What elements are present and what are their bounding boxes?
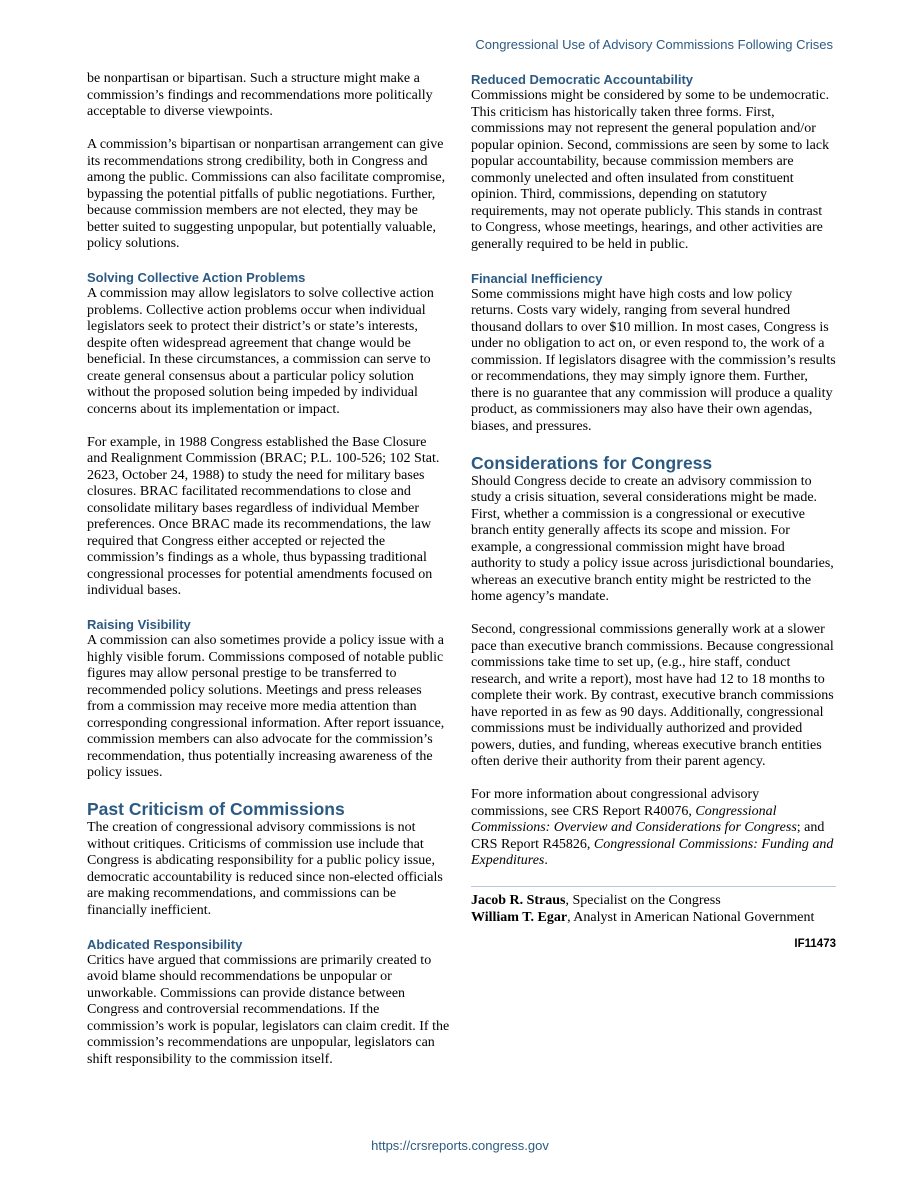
running-header: Congressional Use of Advisory Commissions Following Crises (475, 37, 833, 52)
paragraph-financial-inefficiency: Some commissions might have high costs and low policy returns. Costs vary widely, ranging from several hundred thousand dollars to over $10 million. In most cases, Congress is under no obligation to act on, or even respond to, the work of a commission. If legislators disagree with the commission’s results or recommendations, they may simply ignore them. Further, there is no guarantee that any commission will produce a quality product, as commissioners may also have their own agendas, biases, and pressures. (471, 286, 836, 434)
paragraph-bipartisan-credibility: A commission’s bipartisan or nonpartisan arrangement can give its recommendations strong credibility, both in Congress and among the public. Commissions can also facilitate compromise, bypassing the potential pitfalls of public negotiations. Further, because commission members are not elected, they may be better suited to suggesting unpopular, but potentially valuable, policy solutions. (87, 137, 446, 251)
more-info-text-a: For more information about congressional advisory commissions, see CRS Report R40076, (471, 787, 760, 819)
heading-considerations: Considerations for Congress (471, 452, 713, 473)
paragraph-raising-visibility: A commission can also sometimes provide a policy issue with a highly visible forum. Commissions composed of notable public figures may allow personal prestige to be transferred to recommended policy solutions. Meetings and press releases from a commission may receive more media attention than corresponding congressional information. After report issuance, commission members can also advocate for the commission’s recommendation, thus potentially increasing awareness of the policy issues. (87, 633, 445, 780)
more-info-text-c: ; and CRS Report R45826, (471, 820, 825, 852)
heading-financial-inefficiency: Financial Inefficiency (471, 270, 603, 286)
author-1-title: , Specialist on the Congress (565, 893, 721, 908)
heading-reduced-accountability: Reduced Democratic Accountability (471, 72, 694, 87)
heading-abdicated-responsibility: Abdicated Responsibility (87, 936, 243, 952)
author-divider (471, 886, 836, 887)
author-2-title: , Analyst in American National Government (567, 909, 815, 925)
paragraph-partisan-structure: be nonpartisan or bipartisan. Such a structure might make a commission’s findings and recommendations more politically acceptable to diverse viewpoints. (87, 71, 433, 119)
author-2-name: William T. Egar (471, 909, 568, 925)
report-title-r40076: Congressional Commissions: Overview and Considerations for Congress (471, 803, 797, 835)
paragraph-considerations-second: Second, congressional commissions generally work at a slower pace than executive branch commissions. Because congressional commissions take time to set up, (e.g., hire staff, conduct research, and write a report), most have had 12 to 18 months to complete their work. By contrast, executive branch commissions have reported in as few as 90 days. Additionally, congressional commissions must be individually authorized and provided powers, duties, and funding, whereas executive branch entities often derive their authority from their parent agency. (471, 622, 834, 769)
left-column (87, 71, 450, 1085)
author-2 (471, 910, 836, 927)
author-1-name: Jacob R. Straus (471, 893, 566, 908)
heading-past-criticism: Past Criticism of Commissions (87, 799, 345, 819)
heading-raising-visibility: Raising Visibility (87, 617, 191, 632)
paragraph-considerations-first: Should Congress decide to create an advisory commission to study a crisis situation, several considerations might be made. First, whether a commission is a congressional or executive branch entity generally affects its scope and mission. For example, a congressional commission might have broad authority to study a policy issue across jurisdictional boundaries, whereas an executive branch entity might be restricted to the home agency’s mandate. (471, 473, 834, 604)
paragraph-more-information (471, 787, 836, 870)
author-block (471, 893, 836, 926)
right-column (471, 71, 836, 953)
paragraph-past-criticism: The creation of congressional advisory commissions is not without critiques. Criticisms of commission use include that Congress is abdicating responsibility for a public policy issue, democratic accountability is reduced since non-elected officials are making recommendations, and commissions can be financially inefficient. (87, 820, 443, 918)
paragraph-brac-example: For example, in 1988 Congress established the Base Closure and Realignment Commission (BRAC; P.L. 100-526; 102 Stat. 2623, October 24, 1988) to study the need for military bases closures. BRAC facilitated recommendations to close and consolidate military bases regardless of individual Member preferences. Once BRAC made its recommendations, the law required that Congress either accepted or rejected the commission’s findings as a whole, thus bypassing traditional congressional processes for potential amendments focused on individual bases. (87, 434, 440, 598)
heading-collective-action: Solving Collective Action Problems (87, 270, 306, 285)
author-1 (471, 893, 836, 910)
footer-url[interactable]: https://crsreports.congress.gov (371, 1138, 549, 1153)
more-info-text-e: . (544, 853, 548, 868)
report-id: IF11473 (794, 938, 836, 950)
paragraph-reduced-accountability: Commissions might be considered by some to be undemocratic. This criticism has historically taken three forms. First, commissions may not represent the general population and/or popular opinion. Second, commissions are seen by some to lack popular accountability, because commission members are commonly unelected and often insulated from constituent opinion. Third, commissions, depending on statutory requirements, may not operate publicly. This stands in contrast to Congress, whose meetings, hearings, and other activities are generally required to be held in public. (471, 88, 830, 252)
report-title-r45826: Congressional Commissions: Funding and Expenditures (471, 836, 834, 868)
paragraph-abdicated-responsibility: Critics have argued that commissions are primarily created to avoid blame should recommendations be unpopular or unworkable. Commissions can provide distance between Congress and controversial recommendations. If the commission’s work is popular, legislators can claim credit. If the commission’s recommendations are unpopular, legislators can shift responsibility to the commission itself. (87, 952, 450, 1067)
paragraph-collective-action: A commission may allow legislators to solve collective action problems. Collective action problems occur when individual legislators seek to protect their district’s or state’s interests, despite often widespread agreement that change would be beneficial. In these circumstances, a commission can serve to create general consensus about a particular policy solution without the proposed solution being impeded by individual concerns about its implementation or impact. (87, 286, 434, 417)
